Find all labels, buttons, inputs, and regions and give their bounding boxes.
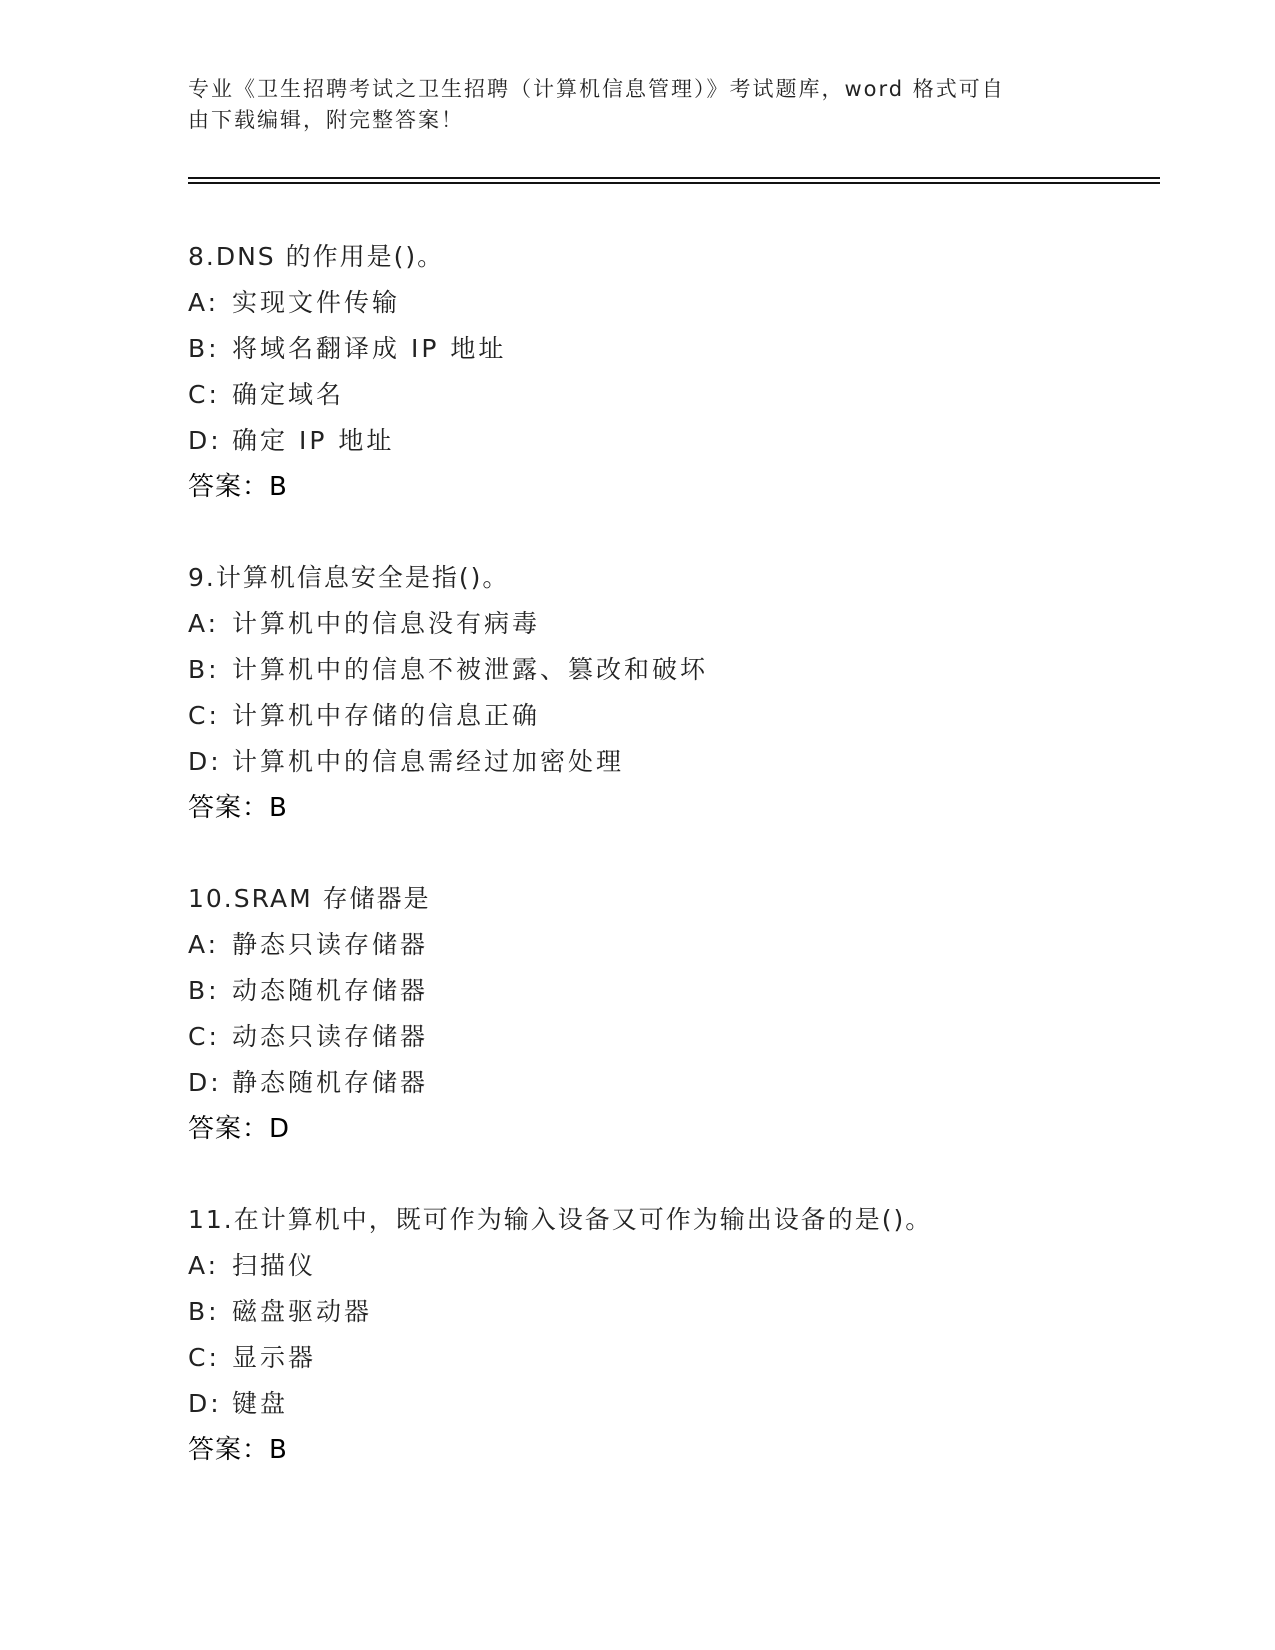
option-d [188, 1060, 1168, 1106]
option-key: B: [188, 334, 220, 363]
header-line-2: 由下载编辑，附完整答案！ [188, 108, 464, 132]
question-block [188, 876, 1168, 1152]
option-text: 键盘 [232, 1389, 289, 1418]
header-divider-bottom [188, 182, 1160, 184]
question-block [188, 1197, 1168, 1473]
option-key: B: [188, 655, 220, 684]
option-key: C: [188, 701, 220, 730]
option-b [188, 1289, 1168, 1335]
option-text: 动态只读存储器 [232, 1022, 429, 1051]
option-key: C: [188, 380, 220, 409]
option-key: D: [188, 1068, 222, 1097]
option-text: 显示器 [232, 1343, 317, 1372]
option-key: D: [188, 426, 222, 455]
question-block [188, 234, 1168, 510]
option-c [188, 1335, 1168, 1381]
question-title: 11.在计算机中，既可作为输入设备又可作为输出设备的是()。 [188, 1205, 933, 1234]
option-text: 将域名翻译成 IP 地址 [232, 334, 507, 363]
option-text: 计算机中的信息不被泄露、篡改和破坏 [232, 655, 709, 684]
option-d [188, 418, 1168, 464]
question-title: 9.计算机信息安全是指()。 [188, 563, 510, 592]
option-a [188, 1243, 1168, 1289]
option-c [188, 1014, 1168, 1060]
option-text: 确定 IP 地址 [232, 426, 395, 455]
option-text: 计算机中的信息没有病毒 [232, 609, 541, 638]
option-a [188, 280, 1168, 326]
option-text: 计算机中的信息需经过加密处理 [232, 747, 625, 776]
question-block [188, 555, 1168, 831]
option-text: 静态只读存储器 [232, 930, 429, 959]
question-title: 10.SRAM 存储器是 [188, 884, 431, 913]
option-b [188, 968, 1168, 1014]
option-a [188, 601, 1168, 647]
option-key: A: [188, 1251, 220, 1280]
option-text: 计算机中存储的信息正确 [232, 701, 541, 730]
option-key: B: [188, 976, 220, 1005]
question-title: 8.DNS 的作用是()。 [188, 242, 445, 271]
option-key: C: [188, 1343, 220, 1372]
option-b [188, 326, 1168, 372]
option-c [188, 372, 1168, 418]
option-key: C: [188, 1022, 220, 1051]
answer-line: 答案：B [188, 472, 288, 502]
option-key: A: [188, 930, 220, 959]
answer-line: 答案：B [188, 1435, 288, 1465]
document-header [188, 74, 1088, 136]
answer-line: 答案：D [188, 1114, 291, 1144]
option-key: D: [188, 747, 222, 776]
option-text: 静态随机存储器 [232, 1068, 429, 1097]
option-text: 磁盘驱动器 [232, 1297, 373, 1326]
option-b [188, 647, 1168, 693]
header-line-1: 专业《卫生招聘考试之卫生招聘（计算机信息管理）》考试题库，word 格式可自 [188, 77, 1005, 101]
option-text: 动态随机存储器 [232, 976, 429, 1005]
answer-line: 答案：B [188, 793, 288, 823]
option-d [188, 739, 1168, 785]
option-key: A: [188, 288, 220, 317]
option-key: B: [188, 1297, 220, 1326]
option-text: 实现文件传输 [232, 288, 401, 317]
option-text: 扫描仪 [232, 1251, 317, 1280]
header-divider-top [188, 177, 1160, 179]
option-key: D: [188, 1389, 222, 1418]
option-a [188, 922, 1168, 968]
option-c [188, 693, 1168, 739]
option-key: A: [188, 609, 220, 638]
option-d [188, 1381, 1168, 1427]
option-text: 确定域名 [232, 380, 345, 409]
